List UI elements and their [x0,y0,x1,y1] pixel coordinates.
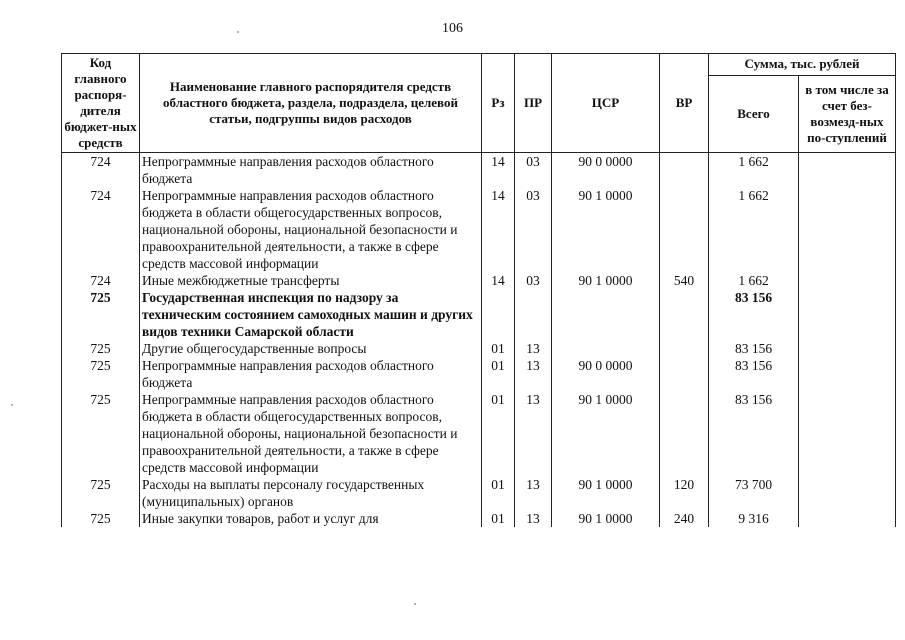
cell-pr: 03 [515,187,552,272]
cell-code: 725 [62,391,140,476]
cell-csr: 90 1 0000 [552,510,660,527]
cell-total: 73 700 [709,476,799,510]
cell-total: 83 156 [709,340,799,357]
cell-code: 724 [62,153,140,188]
cell-code: 724 [62,187,140,272]
cell-total: 1 662 [709,187,799,272]
cell-name: Другие общегосударственные вопросы [140,340,482,357]
cell-total: 83 156 [709,357,799,391]
cell-code: 725 [62,476,140,510]
cell-vr [660,153,709,188]
scan-speck [11,404,13,406]
cell-rz: 14 [482,153,515,188]
cell-csr [552,340,660,357]
cell-code: 725 [62,340,140,357]
cell-name: Расходы на выплаты персоналу государственных (муниципальных) органов [140,476,482,510]
table-row [62,510,896,527]
cell-rz: 01 [482,510,515,527]
scan-speck [291,458,293,460]
table-row [62,357,896,391]
cell-rz: 01 [482,391,515,476]
cell-free [799,340,896,357]
cell-pr [515,289,552,340]
cell-total: 83 156 [709,289,799,340]
cell-vr [660,357,709,391]
cell-code: 725 [62,289,140,340]
cell-vr: 240 [660,510,709,527]
cell-csr: 90 1 0000 [552,272,660,289]
cell-csr: 90 1 0000 [552,476,660,510]
cell-name: Иные закупки товаров, работ и услуг для [140,510,482,527]
cell-pr: 13 [515,340,552,357]
scan-speck [237,31,239,33]
cell-vr [660,391,709,476]
cell-free [799,153,896,188]
cell-rz [482,289,515,340]
header-code: Код главного распоря-дителя бюджет-ных средств [62,54,140,153]
budget-table [61,53,896,527]
page-number: 106 [442,21,463,36]
cell-code: 724 [62,272,140,289]
cell-pr: 03 [515,272,552,289]
cell-pr: 03 [515,153,552,188]
cell-vr [660,340,709,357]
cell-free [799,510,896,527]
header-name: Наименование главного распорядителя средств областного бюджета, раздела, подраздела, целевой статьи, подгруппы видов расходов [140,54,482,153]
cell-rz: 14 [482,272,515,289]
cell-free [799,272,896,289]
table-header [62,54,896,153]
table-row [62,391,896,476]
cell-total: 1 662 [709,272,799,289]
table-row [62,476,896,510]
cell-total: 83 156 [709,391,799,476]
cell-rz: 01 [482,340,515,357]
cell-name: Государственная инспекция по надзору за техническим состоянием самоходных машин и других видов техники Самарской области [140,289,482,340]
cell-csr: 90 0 0000 [552,357,660,391]
cell-pr: 13 [515,391,552,476]
table-row [62,340,896,357]
cell-vr: 120 [660,476,709,510]
cell-code: 725 [62,357,140,391]
cell-name: Иные межбюджетные трансферты [140,272,482,289]
cell-free [799,187,896,272]
cell-free [799,357,896,391]
cell-csr: 90 0 0000 [552,153,660,188]
cell-free [799,476,896,510]
cell-name: Непрограммные направления расходов областного бюджета [140,357,482,391]
cell-free [799,391,896,476]
cell-name: Непрограммные направления расходов областного бюджета [140,153,482,188]
header-csr: ЦСР [552,54,660,153]
cell-code: 725 [62,510,140,527]
cell-rz: 01 [482,476,515,510]
header-rz: Рз [482,54,515,153]
scan-speck [414,603,416,605]
cell-pr: 13 [515,510,552,527]
cell-name: Непрограммные направления расходов областного бюджета в области общегосударственных вопросов, национальной обороны, национальной безопасности и правоохранительной деятельности, а также в сфере средств массовой информации [140,187,482,272]
cell-csr [552,289,660,340]
cell-vr: 540 [660,272,709,289]
header-vr: ВР [660,54,709,153]
table-row [62,272,896,289]
cell-pr: 13 [515,357,552,391]
cell-csr: 90 1 0000 [552,187,660,272]
table-row [62,153,896,188]
cell-name: Непрограммные направления расходов областного бюджета в области общегосударственных вопросов, национальной обороны, национальной безопасности и правоохранительной деятельности, а также в сфере средств массовой информации [140,391,482,476]
header-free: в том числе за счет без-возмезд-ных по-ступлений [799,75,896,152]
cell-vr [660,289,709,340]
cell-rz: 01 [482,357,515,391]
header-sum-group: Сумма, тыс. рублей [709,54,896,76]
cell-pr: 13 [515,476,552,510]
cell-total: 9 316 [709,510,799,527]
cell-vr [660,187,709,272]
table-body [62,153,896,528]
table-row [62,187,896,272]
header-pr: ПР [515,54,552,153]
cell-csr: 90 1 0000 [552,391,660,476]
cell-free [799,289,896,340]
header-total: Всего [709,75,799,152]
table-row [62,289,896,340]
cell-rz: 14 [482,187,515,272]
cell-total: 1 662 [709,153,799,188]
